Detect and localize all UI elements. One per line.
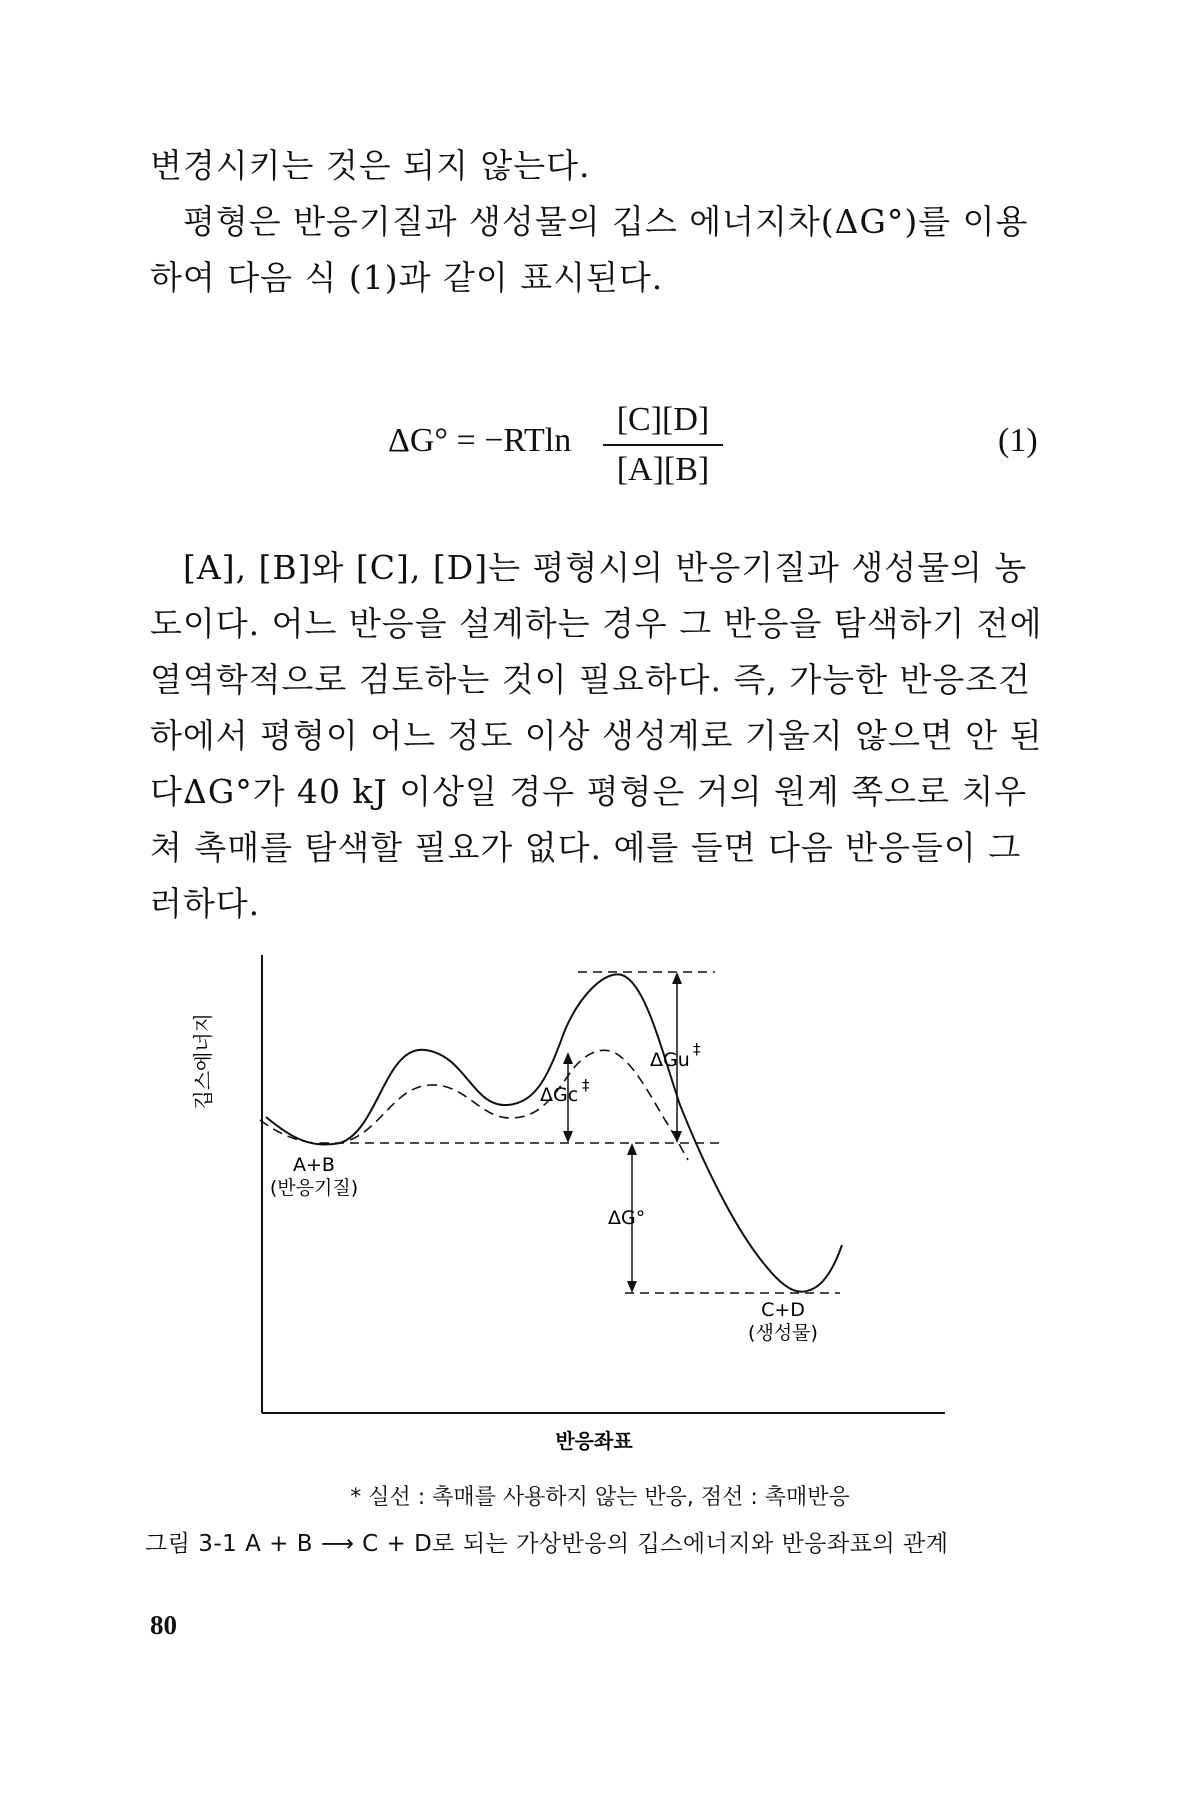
- paragraph-3: [A], [B]와 [C], [D]는 평형시의 반응기질과 생성물의 농도이다. 어느 반응을 설계하는 경우 그 반응을 탐색하기 전에 열역학적으로 검토하는 것이 필요하다. 즉, 가능한 반응조건하에서 평형이 어느 정도 이상 생성계로 기울지 않으면 안 된다.: [150, 548, 1043, 811]
- product-sublabel: (생성물): [748, 1322, 818, 1344]
- dGc-label: ΔGc: [540, 1084, 579, 1106]
- dGu-label: ΔGu: [650, 1049, 690, 1071]
- dGc-arrow-head-top: [563, 1052, 573, 1064]
- equation: [0, 400, 1200, 490]
- dGu-arrow-head-top: [672, 972, 682, 984]
- dGc-double-dagger: ‡: [582, 1076, 590, 1094]
- equation-denominator: [A][B]: [616, 451, 710, 488]
- dG0-arrow-head-top: [627, 1143, 637, 1155]
- figure-note: * 실선 : 촉매를 사용하지 않는 반응, 점선 : 촉매반응: [350, 1485, 850, 1510]
- dG0-arrow-head-bottom: [627, 1281, 637, 1293]
- equation-number: (1): [998, 422, 1038, 459]
- paragraph-2: 평형은 반응기질과 생성물의 깁스 에너지차(ΔG°)를 이용하여 다음 식 (1)과 같이 표시된다.: [150, 202, 1029, 297]
- uncatalyzed-curve: [266, 974, 842, 1291]
- dG0-label: ΔG°: [608, 1207, 646, 1229]
- reactant-sublabel: (반응기질): [269, 1177, 359, 1199]
- dGu-double-dagger: ‡: [693, 1040, 701, 1058]
- x-axis-label: 반응좌표: [555, 1429, 633, 1453]
- paragraph-4: ΔG°가 40 kJ 이상일 경우 평형은 거의 원계 쪽으로 치우쳐 촉매를 탐색할 필요가 없다. 예를 들면 다음 반응들이 그러하다.: [150, 772, 1028, 923]
- figure-caption: 그림 3-1 A + B ⟶ C + D로 되는 가상반응의 깁스에너지와 반응좌표의 관계: [145, 1531, 949, 1557]
- energy-diagram: [180, 935, 980, 1455]
- equation-fraction: [603, 400, 723, 490]
- fraction-bar: [603, 444, 723, 446]
- dGc-arrow-head-bottom: [563, 1131, 573, 1143]
- page-number: 80: [150, 1610, 177, 1640]
- equation-numerator: [C][D]: [616, 401, 710, 438]
- paragraph-1: 변경시키는 것은 되지 않는다.: [150, 146, 591, 185]
- equation-lhs: ΔG° = −RTln: [388, 422, 572, 459]
- reactant-label: A+B: [293, 1154, 335, 1176]
- dGu-arrow-head-bottom: [672, 1131, 682, 1143]
- y-axis-label: 깁스에너지: [191, 1013, 215, 1110]
- product-label: C+D: [761, 1299, 805, 1321]
